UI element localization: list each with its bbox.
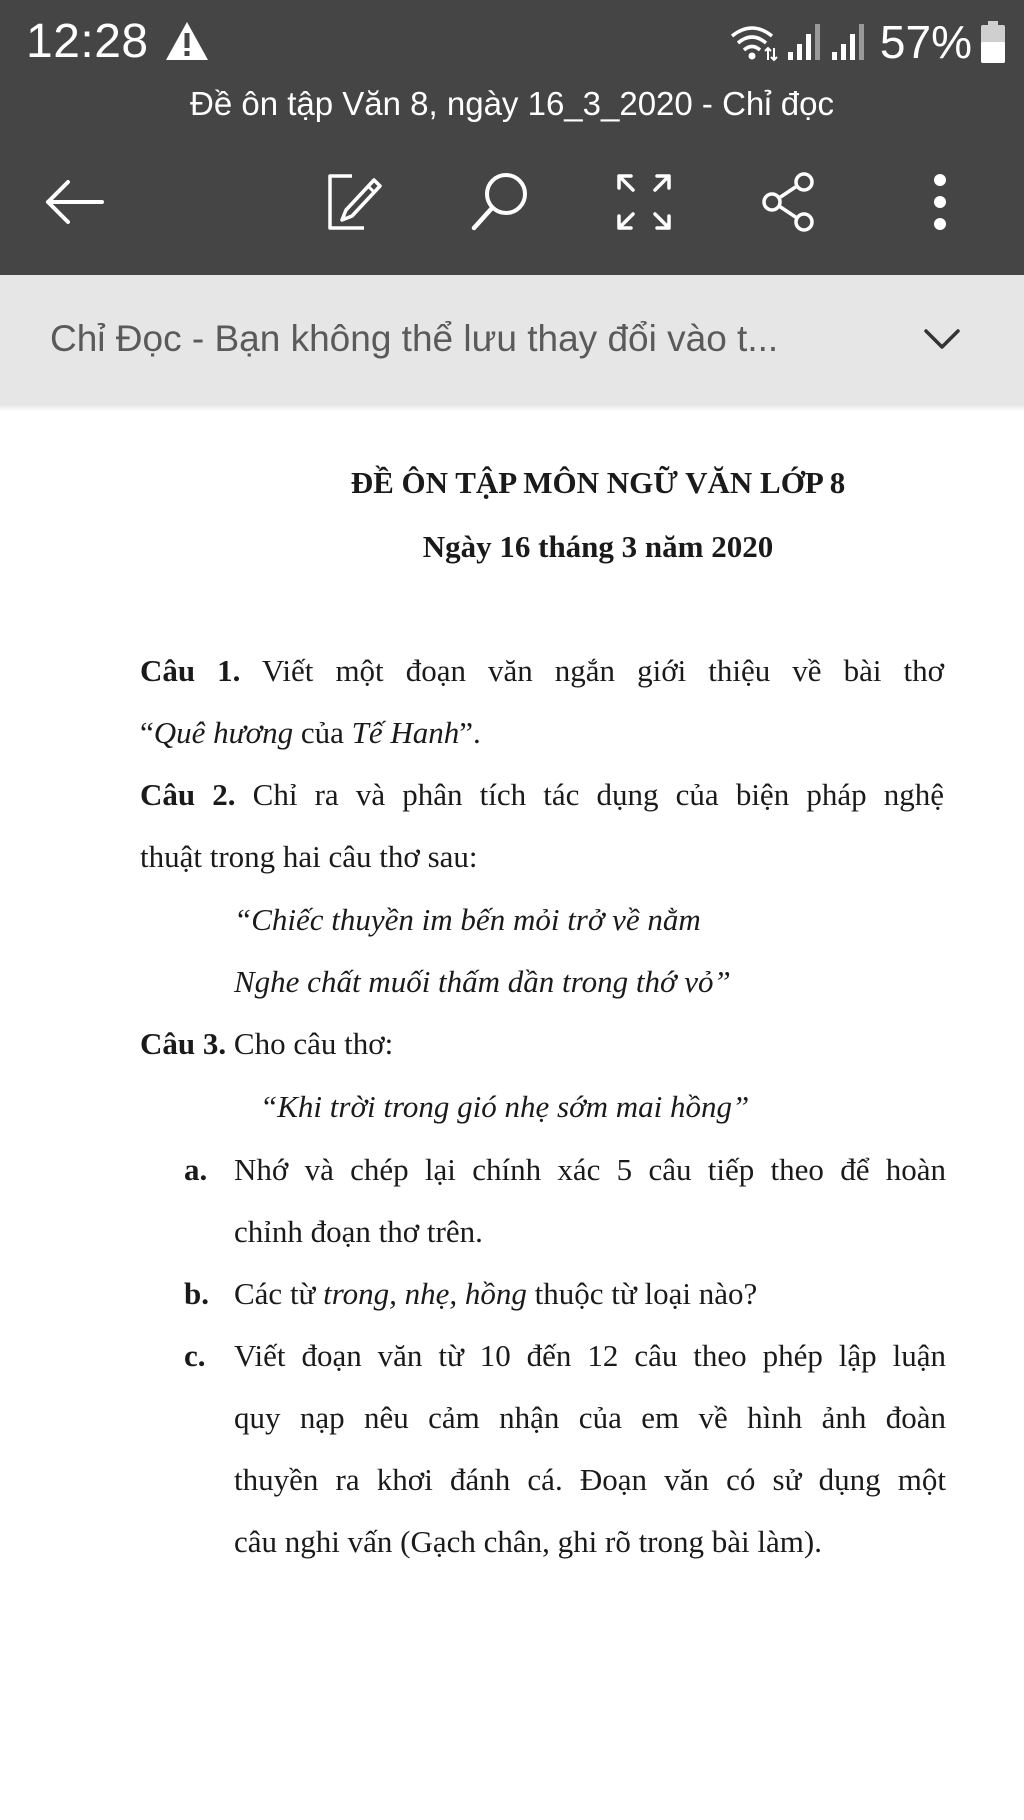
read-only-message: Chỉ Đọc - Bạn không thể lưu thay đổi vào t... [50,318,779,359]
item-c-line-1 [234,1336,946,1376]
item-a-line-1 [234,1150,946,1190]
verse-line-1: “Chiếc thuyền im bến mỏi trở về nằm [234,902,701,937]
poem-title: Quê hương [153,715,294,750]
item-c-line-3 [234,1460,946,1500]
share-icon [760,170,820,234]
status-icons [720,12,1006,72]
edit-button[interactable] [310,160,394,244]
question-3-text: Cho câu thơ: [226,1026,394,1061]
question-2-text: Chỉ ra và phân tích tác dụng của biện pháp nghệ [235,777,944,812]
back-arrow-icon [42,178,106,226]
document-title: Đề ôn tập Văn 8, ngày 16_3_2020 - Chỉ đọc [190,85,834,122]
chevron-down-icon [922,327,962,351]
fullscreen-icon [615,172,673,232]
quote-open: “ [140,715,154,750]
app-header [0,0,1024,275]
item-a-label: a. [184,1152,208,1187]
signal-icon [786,22,822,62]
item-b-suffix: thuộc từ loại nào? [526,1276,758,1311]
share-button[interactable] [748,160,832,244]
item-c-text-1: Viết đoạn văn từ 10 đến 12 câu theo phép lập luận [234,1338,946,1373]
item-b-prefix: Các từ [234,1276,324,1311]
more-options-button[interactable] [898,160,982,244]
wifi-icon [728,22,778,62]
status-time: 12:28 [26,15,149,68]
item-b-words: trong, nhẹ, hồng [323,1276,527,1311]
back-button[interactable] [32,160,116,244]
edit-icon [322,170,382,234]
item-c-text-3: thuyền ra khơi đánh cá. Đoạn văn có sử dụng một [234,1462,946,1497]
document-page[interactable] [0,411,1024,1820]
question-3-label: Câu 3. [140,1026,227,1061]
question-2-line-2: thuật trong hai câu thơ sau: [140,839,478,874]
question-3-verse: “Khi trời trong gió nhẹ sớm mai hồng” [260,1089,750,1124]
question-1-text: Viết một đoạn văn ngắn giới thiệu về bài thơ [240,653,944,688]
item-c-line-4: câu nghi vấn (Gạch chân, ghi rõ trong bài làm). [234,1524,822,1559]
question-1-label: Câu 1. [140,653,241,688]
item-b-label: b. [184,1276,209,1311]
question-2 [140,775,944,815]
question-1-of: của [293,715,352,750]
signal-icon [830,22,866,62]
question-3 [140,1024,393,1064]
battery-percent: 57% [879,16,972,68]
item-b-line [234,1274,757,1314]
question-1-line-2 [140,713,481,753]
fullscreen-button[interactable] [602,160,686,244]
item-a-line-2: chỉnh đoạn thơ trên. [234,1214,483,1249]
warning-icon [164,20,210,62]
expand-banner-button[interactable] [906,303,978,375]
search-icon [468,170,532,234]
item-a-text-1: Nhớ và chép lại chính xác 5 câu tiếp theo để hoàn [234,1152,946,1187]
question-2-line-1 [140,775,944,815]
search-button[interactable] [458,160,542,244]
item-c-line-2 [234,1398,946,1438]
item-c-label: c. [184,1338,206,1373]
quote-close: ”. [459,715,481,750]
battery-icon [980,20,1006,64]
question-1 [140,651,944,691]
document-heading: ĐỀ ÔN TẬP MÔN NGỮ VĂN LỚP 8 [350,465,846,500]
item-c-text-2: quy nạp nêu cảm nhận của em về hình ảnh đoàn [234,1400,946,1435]
question-1-line-1 [140,651,944,691]
document-date: Ngày 16 tháng 3 năm 2020 [422,529,774,564]
more-icon [930,172,950,232]
question-2-label: Câu 2. [140,777,236,812]
read-only-banner[interactable] [0,275,1024,405]
poem-author: Tế Hanh [351,715,460,750]
verse-line-2: Nghe chất muối thấm dần trong thớ vỏ” [234,964,731,999]
